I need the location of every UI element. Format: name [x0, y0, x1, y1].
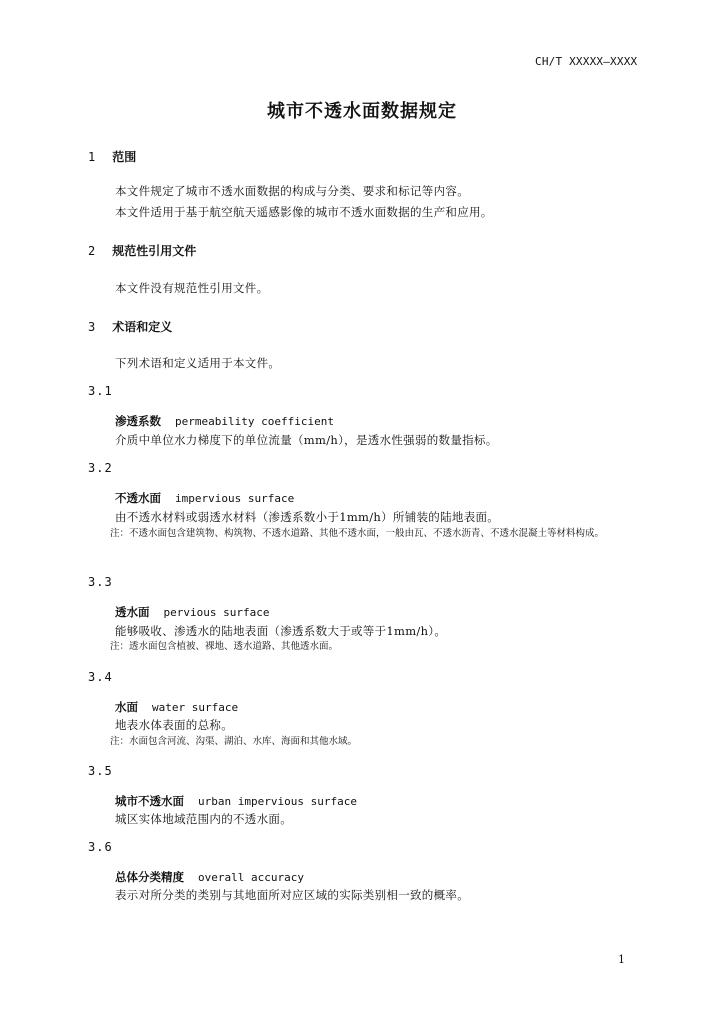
- term-english: permeability coefficient: [175, 415, 334, 428]
- term-definition: 城区实体地域范围内的不透水面。: [115, 812, 292, 826]
- term-english: pervious surface: [163, 606, 270, 619]
- term-english: urban impervious surface: [198, 795, 357, 808]
- page-number: 1: [618, 953, 625, 966]
- term-definition: 介质中单位水力梯度下的单位流量（mm/h），是透水性强弱的数量指标。: [115, 433, 498, 447]
- term-entry: [115, 699, 238, 715]
- term-definition: 表示对所分类的类别与其地面所对应区域的实际类别相一致的概率。: [115, 888, 469, 902]
- section-title: 范围: [112, 150, 137, 164]
- clause-number: 3.3: [88, 575, 113, 589]
- term-chinese: 渗透系数: [115, 414, 161, 428]
- term-chinese: 总体分类精度: [115, 870, 184, 884]
- section-title: 术语和定义: [112, 320, 173, 334]
- document-title: 城市不透水面数据规定: [267, 101, 457, 122]
- term-definition: 由不透水材料或弱透水材料（渗透系数小于1mm/h）所铺装的陆地表面。: [115, 510, 500, 524]
- section-heading-terms: [88, 318, 172, 335]
- section-number: 1: [88, 150, 96, 164]
- term-note: 注：不透水面包含建筑物、构筑物、不透水道路、其他不透水面，一般由瓦、不透水沥青、不透水混凝土等材料构成。: [110, 528, 605, 539]
- references-paragraph: 本文件没有规范性引用文件。: [115, 281, 269, 295]
- terms-intro-paragraph: 下列术语和定义适用于本文件。: [115, 356, 281, 370]
- term-definition: 地表水体表面的总称。: [115, 718, 233, 732]
- scope-paragraph: 本文件适用于基于航空航天遥感影像的城市不透水面数据的生产和应用。: [115, 205, 493, 219]
- term-chinese: 城市不透水面: [115, 794, 184, 808]
- term-chinese: 水面: [115, 700, 138, 714]
- standard-code: CH/T XXXXX—XXXX: [535, 55, 638, 68]
- term-entry: [115, 490, 294, 506]
- term-entry: [115, 869, 304, 885]
- term-entry: [115, 793, 357, 809]
- clause-number: 3.4: [88, 670, 113, 684]
- term-entry: [115, 413, 334, 429]
- section-title: 规范性引用文件: [112, 244, 197, 258]
- clause-number: 3.6: [88, 840, 113, 854]
- term-note: 注：水面包含河流、沟渠、湖泊、水库、海面和其他水域。: [110, 736, 358, 747]
- term-entry: [115, 604, 269, 620]
- term-chinese: 不透水面: [115, 491, 161, 505]
- clause-number: 3.2: [88, 461, 113, 475]
- scope-paragraph: 本文件规定了城市不透水面数据的构成与分类、要求和标记等内容。: [115, 184, 469, 198]
- section-number: 2: [88, 244, 96, 258]
- term-english: overall accuracy: [198, 871, 304, 884]
- term-note: 注：透水面包含植被、裸地、透水道路、其他透水面。: [110, 641, 339, 652]
- term-english: water surface: [152, 701, 239, 714]
- term-chinese: 透水面: [115, 605, 150, 619]
- section-heading-normative-references: [88, 242, 196, 259]
- clause-number: 3.1: [88, 384, 113, 398]
- clause-number: 3.5: [88, 764, 113, 778]
- term-english: impervious surface: [175, 492, 295, 505]
- section-heading-scope: [88, 148, 136, 165]
- term-definition: 能够吸收、渗透水的陆地表面（渗透系数大于或等于1mm/h）。: [115, 624, 447, 638]
- section-number: 3: [88, 320, 96, 334]
